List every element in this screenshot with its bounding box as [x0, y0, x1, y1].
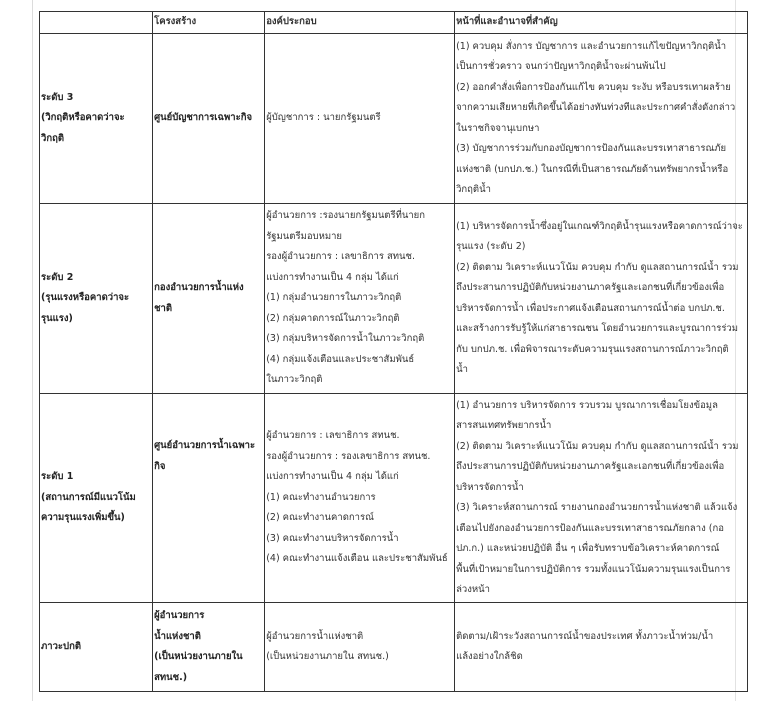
cell-structure	[153, 603, 265, 692]
duty-line: แห่งชาติ (บกปภ.ช.) ในกรณีที่เป็นสาธารณภัยด้านทรัพยากรน้ำหรือ	[456, 163, 729, 175]
cell-level	[40, 603, 153, 692]
composition-line: แบ่งการทำงานเป็น 4 กลุ่ม ได้แก่	[266, 271, 399, 283]
header-composition: องค์ประกอบ	[265, 12, 455, 34]
duty-line: แล้งอย่างใกล้ชิด	[456, 651, 523, 662]
cell-structure	[153, 34, 265, 204]
duty-line: วิกฤติน้ำ	[456, 184, 491, 195]
header-level	[40, 12, 153, 34]
duty-line: พื้นที่เป้าหมายในการปฏิบัติการ รวมทั้งแนวโน้มความรุนแรงเป็นการ	[456, 563, 731, 575]
composition-line: (3) คณะทำงานบริหารจัดการน้ำ	[266, 532, 399, 544]
level-desc-line: ความรุนแรงเพิ่มขึ้น)	[41, 512, 125, 524]
cell-composition	[265, 394, 455, 603]
duty-line: ปภ.ก.) และหน่วยปฏิบัติ อื่น ๆ เพื่อรับทราบข้อวิเคราะห์คาดการณ์	[456, 543, 720, 554]
composition-line: ผู้อำนวยการ :รองนายกรัฐมนตรีที่นายก	[266, 210, 425, 222]
page-margin-line-left	[32, 0, 33, 701]
composition-line: (เป็นหน่วยงานภายใน สทนช.)	[266, 651, 389, 662]
structure-line: ผู้อำนวยการ	[154, 610, 205, 621]
duty-line: เตือนไปยังกองอำนวยการป้องกันและบรรเทาสาธารณภัยกลาง (กอ	[456, 522, 724, 534]
table-header-row	[40, 12, 748, 34]
water-crisis-structure-table	[39, 11, 748, 692]
composition-line: ในภาวะวิกฤติ	[266, 374, 323, 386]
duty-line: ติดตาม/เฝ้าระวังสถานการณ์น้ำของประเทศ ทั้งภาวะน้ำท่วม/น้ำ	[456, 630, 714, 642]
composition-line: แบ่งการทำงานเป็น 4 กลุ่ม ได้แก่	[266, 471, 399, 483]
duty-line: รุนแรง (ระดับ 2)	[456, 241, 526, 252]
structure-line: สทนช.)	[154, 671, 188, 683]
duty-line: บริหารจัดการน้ำ เพื่อประกาศแจ้งเตือนสถานการณ์น้ำต่อ บกปภ.ช.	[456, 302, 725, 314]
structure-line: น้ำแห่งชาติ	[154, 630, 201, 642]
cell-composition	[265, 603, 455, 692]
cell-composition	[265, 34, 455, 204]
table-row-level-1	[40, 394, 748, 603]
duty-line: (2) ติดตาม วิเคราะห์แนวโน้ม ควบคุม กำกับ ดูแลสถานการณ์น้ำ รวม	[456, 261, 739, 273]
composition-line: (4) กลุ่มแจ้งเตือนและประชาสัมพันธ์	[266, 353, 415, 365]
duty-line: (2) ติดตาม วิเคราะห์แนวโน้ม ควบคุม กำกับ ดูแลสถานการณ์น้ำ รวม	[456, 440, 739, 452]
duty-line: ถึงประสานการปฏิบัติกับหน่วยงานภาครัฐและเอกชนที่เกี่ยวข้องเพื่อ	[456, 282, 725, 293]
duty-line: (1) อำนวยการ บริหารจัดการ รวบรวม บูรณาการเชื่อมโยงข้อมูล	[456, 399, 718, 411]
level-title: ระดับ 3	[41, 91, 74, 103]
cell-duties	[455, 34, 748, 204]
level-desc-line: (วิกฤติหรือคาดว่าจะ	[41, 112, 125, 124]
cell-level	[40, 394, 153, 603]
duty-line: ในราชกิจจานุเบกษา	[456, 122, 540, 134]
cell-level	[40, 34, 153, 204]
duty-line: น้ำ	[456, 364, 468, 375]
cell-structure	[153, 204, 265, 394]
duty-line: (1) บริหารจัดการน้ำซึ่งอยู่ในเกณฑ์วิกฤติน้ำรุนแรงหรือคาดการณ์ว่าจะ	[456, 220, 743, 232]
level-title: ภาวะปกติ	[41, 640, 81, 652]
duty-line: และสร้างการรับรู้ให้แก่สาธารณชน โดยอำนวยการและบูรณาการร่วม	[456, 323, 739, 334]
cell-structure	[153, 394, 265, 603]
duty-line: เป็นการชั่วคราว จนกว่าปัญหาวิกฤติน้ำจะผ่านพ้นไป	[456, 61, 666, 72]
duty-line: ถึงประสานการปฏิบัติกับหน่วยงานภาครัฐและเอกชนที่เกี่ยวข้องเพื่อ	[456, 461, 725, 472]
level-desc-line: รุนแรง)	[41, 312, 73, 324]
duty-line: บริหารจัดการน้ำ	[456, 481, 524, 493]
structure-line: ศูนย์บัญชาการเฉพาะกิจ	[154, 112, 253, 124]
composition-line: ผู้บัญชาการ : นายกรัฐมนตรี	[266, 112, 381, 124]
table-row-normal-state	[40, 603, 748, 692]
duty-line: (1) ควบคุม สั่งการ บัญชาการ และอำนวยการแก้ไขปัญหาวิกฤติน้ำ	[456, 40, 727, 52]
level-desc-line: วิกฤติ	[41, 132, 65, 144]
level-desc-line: (รุนแรงหรือคาดว่าจะ	[41, 292, 130, 304]
composition-line: (4) คณะทำงานแจ้งเตือน และประชาสัมพันธ์	[266, 553, 448, 565]
duty-line: (3) บัญชาการร่วมกับกองบัญชาการป้องกันและบรรเทาสาธารณภัย	[456, 143, 727, 154]
cell-duties	[455, 394, 748, 603]
cell-duties	[455, 204, 748, 394]
duty-line: จากความเสียหายที่เกิดขึ้นได้อย่างทันท่วงทีและประกาศคำสั่งดังกล่าว	[456, 102, 736, 113]
level-title: ระดับ 2	[41, 271, 74, 283]
level-desc-line: (สถานการณ์มีแนวโน้ม	[41, 491, 136, 503]
cell-composition	[265, 204, 455, 394]
structure-line: ชาติ	[154, 302, 173, 314]
composition-line: รัฐมนตรีมอบหมาย	[266, 230, 342, 242]
structure-line: (เป็นหน่วยงานภายใน	[154, 651, 243, 662]
composition-line: (1) คณะทำงานอำนวยการ	[266, 491, 376, 503]
cell-level	[40, 204, 153, 394]
composition-line: (1) กลุ่มอำนวยการในภาวะวิกฤติ	[266, 292, 402, 304]
structure-line: กิจ	[154, 460, 166, 472]
table-row-level-2	[40, 204, 748, 394]
composition-line: (2) กลุ่มคาดการณ์ในภาวะวิกฤติ	[266, 312, 400, 324]
level-title: ระดับ 1	[41, 471, 74, 483]
structure-line: กองอำนวยการน้ำแห่ง	[154, 282, 244, 293]
cell-duties	[455, 603, 748, 692]
composition-line: (2) คณะทำงานคาดการณ์	[266, 512, 374, 524]
duty-line: (3) วิเคราะห์สถานการณ์ รายงานกองอำนวยการน้ำแห่งชาติ แล้วแจ้ง	[456, 502, 738, 513]
structure-line: ศูนย์อำนวยการน้ำเฉพาะ	[154, 440, 256, 451]
composition-line: รองผู้อำนวยการ : เลขาธิการ สทนช.	[266, 251, 416, 263]
header-duties: หน้าที่และอำนาจที่สำคัญ	[455, 12, 748, 34]
composition-line: ผู้อำนวยการ : เลขาธิการ สทนช.	[266, 430, 400, 442]
table-row-level-3	[40, 34, 748, 204]
duty-line: สารสนเทศทรัพยากรน้ำ	[456, 420, 552, 431]
composition-line: (3) กลุ่มบริหารจัดการน้ำในภาวะวิกฤติ	[266, 333, 425, 345]
header-structure: โครงสร้าง	[153, 12, 265, 34]
composition-line: ผู้อำนวยการน้ำแห่งชาติ	[266, 630, 364, 642]
duty-line: กับ บกปภ.ช. เพื่อพิจารณาระดับความรุนแรงสถานการณ์ภาวะวิกฤติ	[456, 343, 729, 355]
duty-line: ล่วงหน้า	[456, 584, 490, 595]
composition-line: รองผู้อำนวยการ : รองเลขาธิการ สทนช.	[266, 450, 431, 462]
duty-line: (2) ออกคำสั่งเพื่อการป้องกันแก้ไข ควบคุม ระงับ หรือบรรเทาผลร้าย	[456, 81, 731, 93]
